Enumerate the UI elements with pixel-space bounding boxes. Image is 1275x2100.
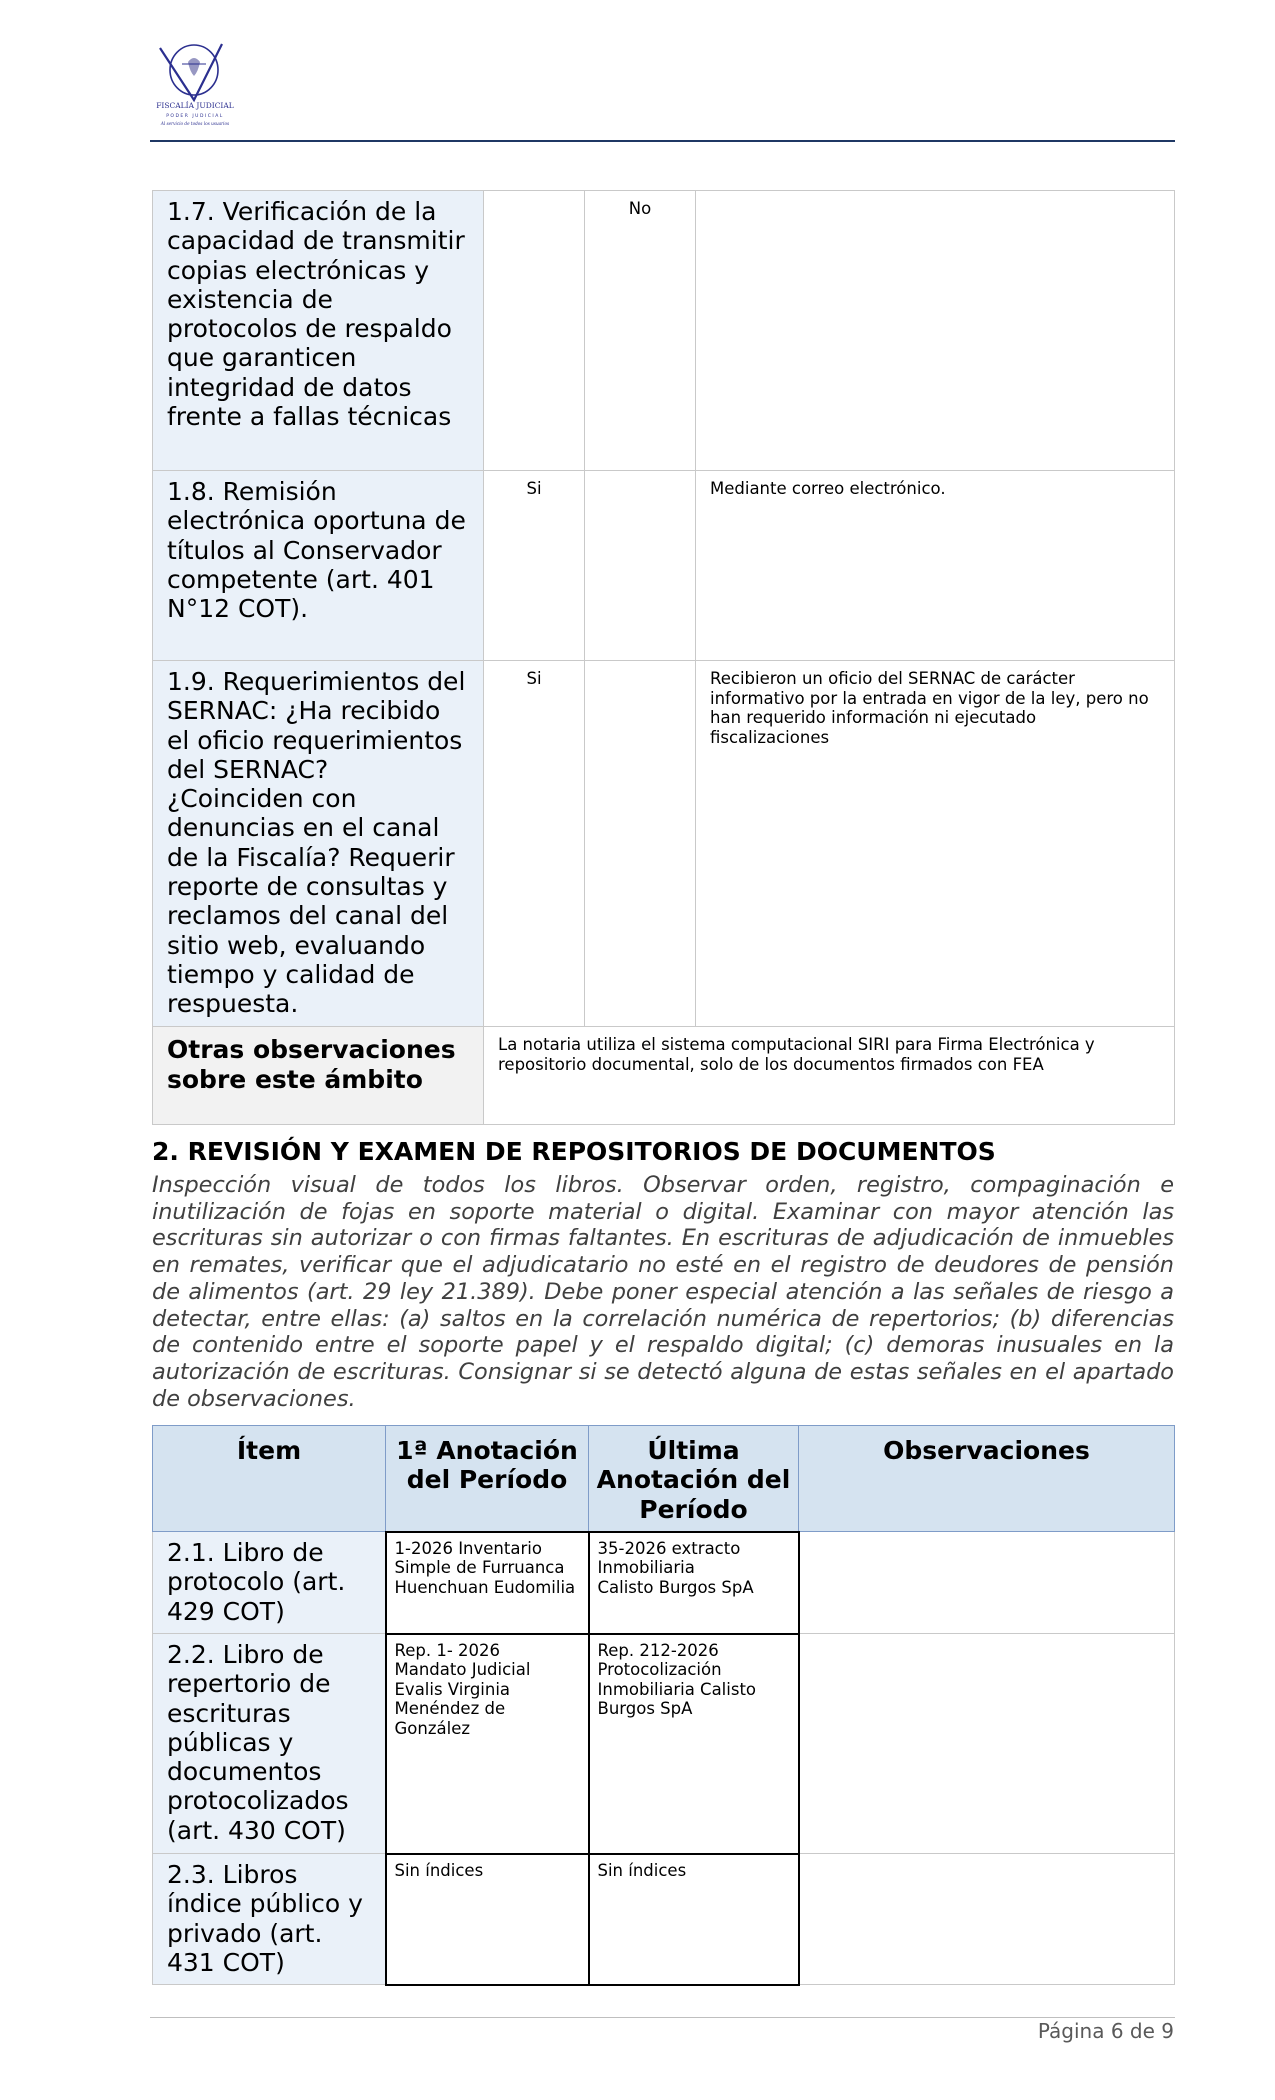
other-observations-label: Otras observaciones sobre este ámbito: [153, 1027, 484, 1125]
row-label: 1.8. Remisión electrónica oportuna de títulos al Conservador competente (art. 401 N°12 COT).: [153, 471, 484, 661]
page-number: Página 6 de 9: [1037, 2019, 1174, 2043]
last-annotation-cell: 35-2026 extracto Inmobiliaria Calisto Burgos SpA: [589, 1532, 799, 1634]
si-cell: Si: [484, 661, 585, 1027]
observation-cell: Mediante correo electrónico.: [696, 471, 1175, 661]
header-first-annotation: 1ª Anotación del Período: [386, 1426, 589, 1532]
no-cell: [585, 661, 696, 1027]
no-cell: [585, 471, 696, 661]
observation-cell: Recibieron un oficio del SERNAC de carácter informativo por la entrada en vigor de la ley, pero no han requerido información ni ejecutado fiscalizaciones: [696, 661, 1175, 1027]
header-rule: [150, 140, 1175, 142]
observation-cell: [799, 1634, 1175, 1854]
logo-text-1: FISCALÍA JUDICIAL: [156, 101, 234, 110]
observation-cell: [799, 1532, 1175, 1634]
logo-text-3: Al servicio de todos los usuarios: [160, 121, 230, 126]
last-annotation-cell: Rep. 212-2026 Protocolización Inmobiliaria Calisto Burgos SpA: [589, 1634, 799, 1854]
evaluation-table: [152, 190, 1175, 1125]
si-cell: Si: [484, 471, 585, 661]
header-observations: Observaciones: [799, 1426, 1175, 1532]
observation-cell: [696, 191, 1175, 471]
section-description: Inspección visual de todos los libros. Observar orden, registro, compaginación e inutilización de fojas en soporte material o digital. Examinar con mayor atención las escrituras sin autorizar o con firmas faltantes. En escrituras de adjudicación de inmuebles en remates, verificar que el adjudicatario no esté en el registro de deudores de pensión de alimentos (art. 29 ley 21.389). Debe poner especial atención a las señales de riesgo a detectar, entre ellas: (a) saltos en la correlación numérica de repertorios; (b) diferencias de contenido entre el soporte papel y el respaldo digital; (c) demoras inusuales en la autorización de escrituras. Consignar si se detectó alguna de estas señales en el apartado de observaciones.: [152, 1172, 1174, 1412]
fiscalia-logo: [150, 42, 240, 140]
section-title: 2. REVISIÓN Y EXAMEN DE REPOSITORIOS DE DOCUMENTOS: [152, 1137, 996, 1166]
footer-rule: [150, 2017, 1175, 2018]
header-last-annotation: Última Anotación del Período: [589, 1426, 799, 1532]
observation-cell: [799, 1854, 1175, 1985]
si-cell: [484, 191, 585, 471]
row-item: 2.3. Libros índice público y privado (art. 431 COT): [153, 1854, 386, 1985]
table-header-row: [153, 1426, 1175, 1532]
first-annotation-cell: Sin índices: [386, 1854, 589, 1985]
logo-text-2: PODER JUDICIAL: [166, 114, 224, 119]
row-label: 1.9. Requerimientos del SERNAC: ¿Ha recibido el oficio requerimientos del SERNAC? ¿Coinciden con denuncias en el canal de la Fiscalía? Requerir reporte de consultas y reclamos del canal del sitio web, evaluando tiempo y calidad de respuesta.: [153, 661, 484, 1027]
repository-table: [152, 1425, 1175, 1986]
last-annotation-cell: Sin índices: [589, 1854, 799, 1985]
table-row: [153, 471, 1175, 661]
header-item: Ítem: [153, 1426, 386, 1532]
other-observations-value: La notaria utiliza el sistema computacional SIRI para Firma Electrónica y repositorio documental, solo de los documentos firmados con FEA: [484, 1027, 1175, 1125]
table-row: [153, 1027, 1175, 1125]
no-cell: No: [585, 191, 696, 471]
row-item: 2.2. Libro de repertorio de escrituras públicas y documentos protocolizados (art. 430 COT): [153, 1634, 386, 1854]
first-annotation-cell: Rep. 1- 2026 Mandato Judicial Evalis Virginia Menéndez de González: [386, 1634, 589, 1854]
first-annotation-cell: 1-2026 Inventario Simple de Furruanca Huenchuan Eudomilia: [386, 1532, 589, 1634]
row-label: 1.7. Verificación de la capacidad de transmitir copias electrónicas y existencia de protocolos de respaldo que garanticen integridad de datos frente a fallas técnicas: [153, 191, 484, 471]
table-row: [153, 191, 1175, 471]
row-item: 2.1. Libro de protocolo (art. 429 COT): [153, 1532, 386, 1634]
table-row: [153, 1532, 1175, 1634]
table-row: [153, 1854, 1175, 1985]
table-row: [153, 661, 1175, 1027]
table-row: [153, 1634, 1175, 1854]
